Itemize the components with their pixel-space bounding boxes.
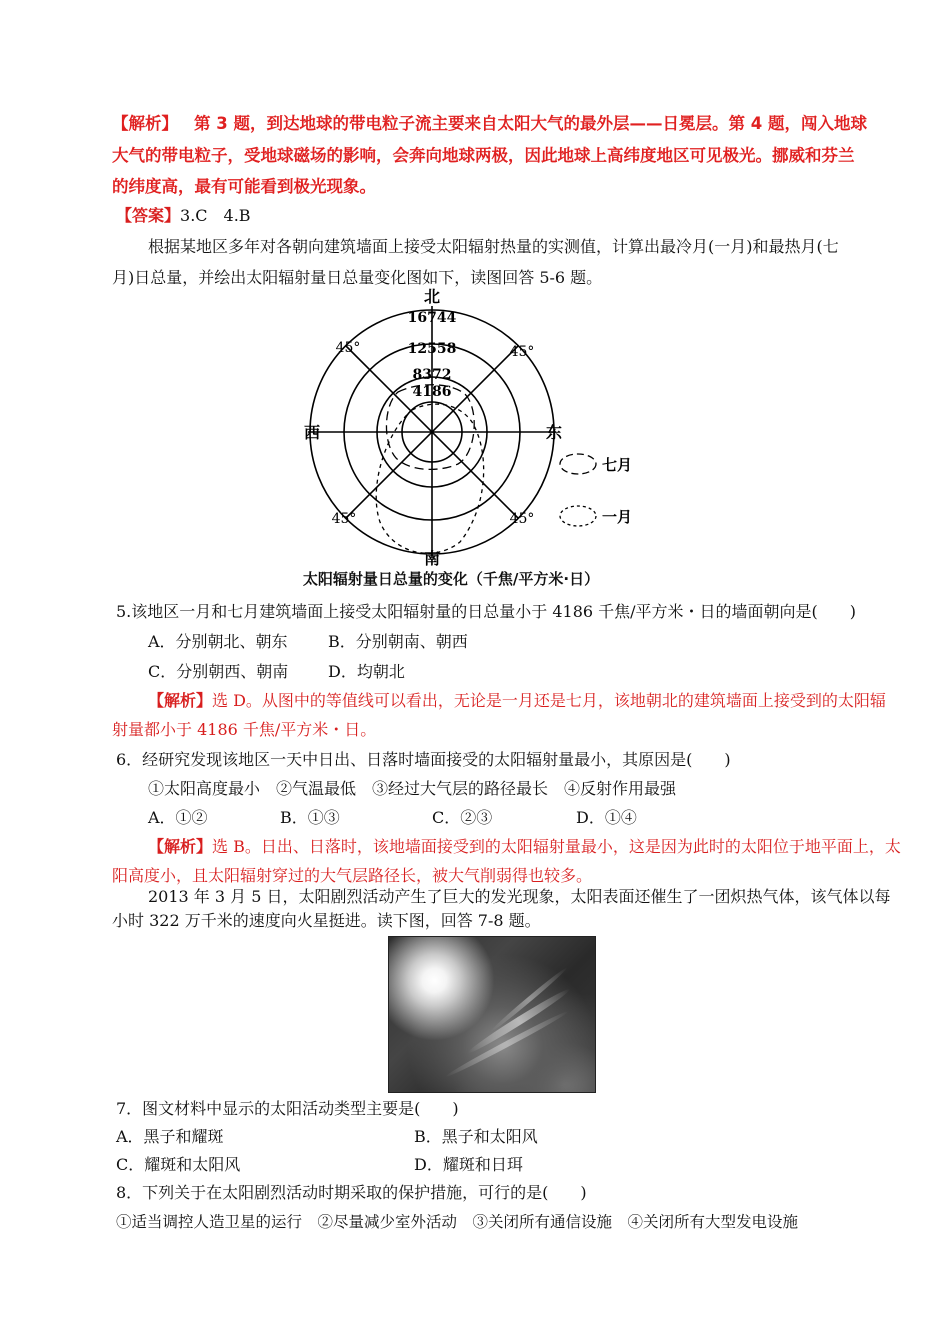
q6-analysis-line2: 阳高度小，且太阳辐射穿过的大气层路径长，被大气削弱得也较多。 — [112, 866, 593, 885]
q6-stem: 6．经研究发现该地区一天中日出、日落时墙面接受的太阳辐射量最小，其原因是( ) — [116, 750, 731, 769]
label-north: 北 — [423, 287, 441, 306]
q5-option-b: B．分别朝南、朝西 — [328, 632, 468, 651]
january-curve — [376, 404, 483, 553]
legend-july-label: 七月 — [602, 456, 633, 474]
intro-78-line1: 2013 年 3 月 5 日，太阳剧烈活动产生了巨大的发光现象，太阳表面还催生了一团炽热气体，该气体以每 — [148, 887, 891, 906]
q6-option-b: B．①③ — [280, 808, 340, 827]
q6-items: ①太阳高度最小 ②气温最低 ③经过大气层的路径最长 ④反射作用最强 — [148, 779, 677, 798]
q8-stem: 8．下列关于在太阳剧烈活动时期采取的保护措施，可行的是( ) — [116, 1183, 587, 1202]
q7-option-a: A．黑子和耀斑 — [116, 1127, 224, 1146]
angle-label-sw: 45° — [331, 511, 357, 527]
q5-analysis-tag: 【解析】 — [148, 691, 213, 710]
ring-label-12558: 12558 — [407, 341, 457, 357]
intro-56-line2: 月)日总量，并绘出太阳辐射量日总量变化图如下，读图回答 5-6 题。 — [112, 268, 603, 287]
legend-january-swatch — [560, 506, 596, 526]
q6-option-c: C．②③ — [432, 808, 493, 827]
q7-option-c: C．耀斑和太阳风 — [116, 1155, 241, 1174]
q6-analysis-tag: 【解析】 — [148, 837, 213, 856]
q5-analysis-line2: 射量都小于 4186 千焦/平方米・日。 — [112, 720, 377, 739]
analysis-34-line2: 大气的带电粒子，受地球磁场的影响，会奔向地球两极，因此地球上高纬度地区可见极光。挪威和芬兰 — [112, 146, 855, 165]
label-west: 西 — [303, 423, 321, 442]
solar-activity-photo — [388, 936, 596, 1093]
q5-option-d: D．均朝北 — [328, 662, 405, 681]
analysis-34-line3: 的纬度高，最有可能看到极光现象。 — [112, 177, 376, 196]
legend-july-swatch — [560, 454, 596, 474]
q6-analysis-line1: 【解析】选 B。日出、日落时，该地墙面接受到的太阳辐射量最小，这是因为此时的太阳位于地平面上，太 — [148, 837, 901, 856]
ring-label-8372: 8372 — [412, 367, 452, 383]
q6-option-d: D．①④ — [576, 808, 637, 827]
ring-label-4186: 4186 — [412, 384, 452, 400]
label-south: 南 — [423, 549, 441, 566]
q5-analysis-line1: 【解析】选 D。从图中的等值线可以看出，无论是一月还是七月，该地朝北的建筑墙面上接受到的太阳辐 — [148, 691, 886, 710]
answer-tag: 【答案】 — [116, 206, 181, 225]
q5-option-a: A．分别朝北、朝东 — [148, 632, 288, 651]
q8-items: ①适当调控人造卫星的运行 ②尽量减少室外活动 ③关闭所有通信设施 ④关闭所有大型发电设施 — [116, 1213, 799, 1231]
figure-caption: 太阳辐射量日总量的变化（千焦/平方米·日） — [302, 570, 600, 588]
intro-78-line2: 小时 322 万千米的速度向火星挺进。读下图，回答 7-8 题。 — [112, 911, 541, 930]
analysis-tag: 【解析】 — [112, 114, 178, 133]
angle-label-ne: 45° — [509, 344, 535, 360]
q7-option-d: D．耀斑和日珥 — [414, 1155, 523, 1174]
intro-56-line1: 根据某地区多年对各朝向建筑墙面上接受太阳辐射热量的实测值，计算出最冷月(一月)和最热月(七 — [148, 237, 839, 256]
angle-label-nw: 45° — [335, 340, 361, 356]
answer-34: 【答案】3.C 4.B — [116, 206, 251, 225]
radiation-diagram — [300, 282, 680, 566]
q6-option-a: A．①② — [148, 808, 208, 827]
ring-label-16744: 16744 — [407, 310, 457, 326]
angle-label-se: 45° — [509, 511, 535, 527]
q7-stem: 7．图文材料中显示的太阳活动类型主要是( ) — [116, 1099, 459, 1118]
legend-january-label: 一月 — [602, 508, 633, 526]
q5-stem: 5.该地区一月和七月建筑墙面上接受太阳辐射量的日总量小于 4186 千焦/平方米・日的墙面朝向是( ) — [116, 602, 857, 621]
label-east: 东 — [545, 423, 563, 442]
q7-option-b: B．黑子和太阳风 — [414, 1127, 538, 1146]
analysis-34-line1: 【解析】 第 3 题，到达地球的带电粒子流主要来自太阳大气的最外层——日冕层。第 4 题，闯入地球 — [112, 114, 867, 133]
q5-option-c: C．分别朝西、朝南 — [148, 662, 289, 681]
